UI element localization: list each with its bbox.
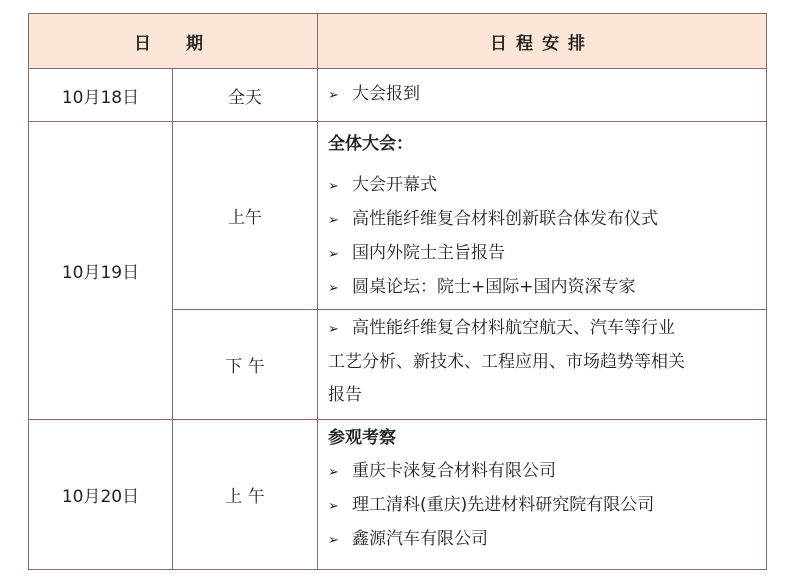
- period-cell: 上午: [173, 122, 318, 310]
- paragraph-line: 报告: [328, 385, 362, 405]
- header-schedule: 日程安排: [318, 14, 767, 69]
- section-heading: 全体大会：: [328, 134, 413, 154]
- list-item: ➢ 大会开幕式: [328, 169, 760, 203]
- arrow-bullet-icon: ➢: [328, 533, 339, 548]
- schedule-cell: [318, 310, 767, 420]
- list-item: ➢ 鑫源汽车有限公司: [328, 523, 760, 557]
- arrow-bullet-icon: ➢: [328, 281, 339, 296]
- list-item: ➢ 重庆卡涞复合材料有限公司: [328, 455, 760, 489]
- date-cell: 10月19日: [29, 122, 173, 420]
- schedule-table: [28, 13, 767, 570]
- table-row: [29, 122, 767, 310]
- table-row: [29, 69, 767, 122]
- date-cell: 10月20日: [29, 420, 173, 570]
- date-cell: 10月18日: [29, 69, 173, 122]
- table-row: [29, 420, 767, 570]
- list-item: ➢ 大会报到: [328, 78, 760, 112]
- header-date: 日 期: [29, 14, 318, 69]
- arrow-bullet-icon: ➢: [328, 322, 339, 337]
- section-heading: 参观考察: [328, 428, 396, 448]
- period-cell: 下 午: [173, 310, 318, 420]
- arrow-bullet-icon: ➢: [328, 247, 339, 262]
- arrow-bullet-icon: ➢: [328, 179, 339, 194]
- period-cell: 上 午: [173, 420, 318, 570]
- arrow-bullet-icon: ➢: [328, 213, 339, 228]
- list-item: ➢ 高性能纤维复合材料创新联合体发布仪式: [328, 203, 760, 237]
- list-item: ➢ 圆桌论坛：院士+国际+国内资深专家: [328, 271, 760, 305]
- schedule-cell: [318, 122, 767, 310]
- arrow-bullet-icon: ➢: [328, 499, 339, 514]
- schedule-table-wrapper: [28, 13, 766, 570]
- period-cell: 全天: [173, 69, 318, 122]
- schedule-cell: [318, 69, 767, 122]
- list-item: ➢ 理工清科(重庆)先进材料研究院有限公司: [328, 489, 760, 523]
- list-item: ➢ 国内外院士主旨报告: [328, 237, 760, 271]
- arrow-bullet-icon: ➢: [328, 465, 339, 480]
- report-paragraph: [328, 310, 760, 412]
- table-header-row: [29, 14, 767, 69]
- arrow-bullet-icon: ➢: [328, 88, 339, 103]
- schedule-cell: [318, 420, 767, 570]
- paragraph-line: 工艺分析、新技术、工程应用、市场趋势等相关: [328, 352, 685, 372]
- paragraph-line: ➢ 高性能纤维复合材料航空航天、汽车等行业: [328, 312, 760, 346]
